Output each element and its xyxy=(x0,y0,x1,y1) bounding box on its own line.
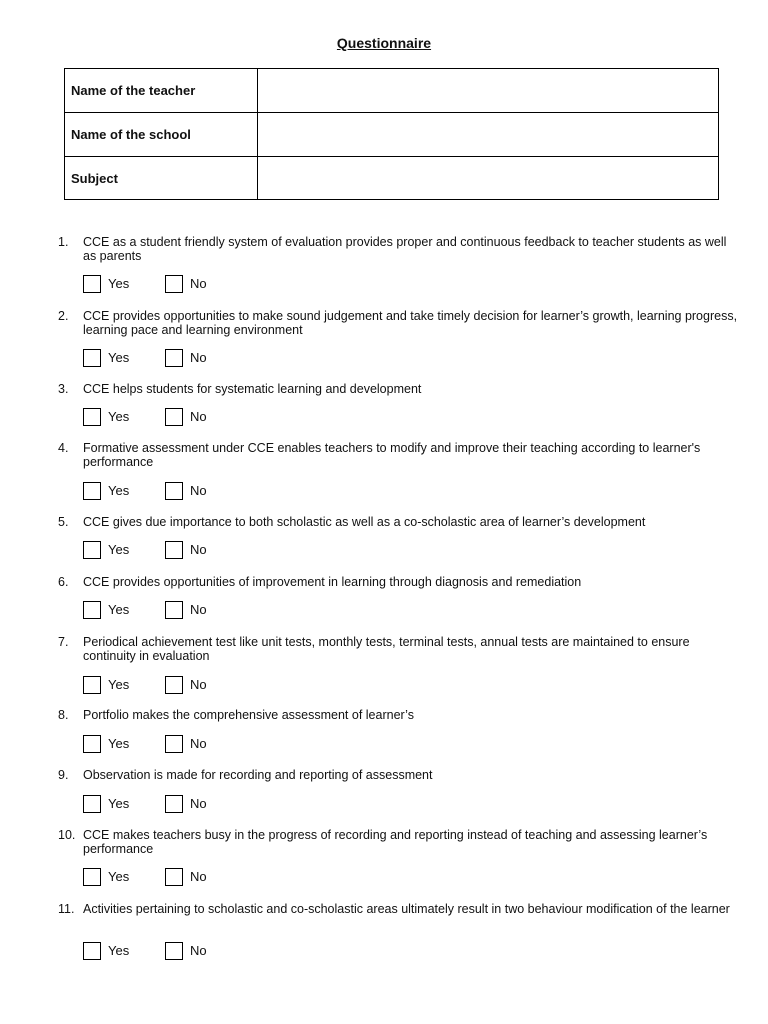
yes-checkbox-q11[interactable] xyxy=(83,942,101,960)
yes-label: Yes xyxy=(108,276,130,291)
teacher-name-label: Name of the teacher xyxy=(65,69,258,113)
question-item xyxy=(58,575,738,589)
yes-label: Yes xyxy=(108,409,130,424)
no-checkbox-q3[interactable] xyxy=(165,408,183,426)
question-item xyxy=(58,515,738,529)
no-label: No xyxy=(190,350,207,365)
question-text: Periodical achievement test like unit tests, monthly tests, terminal tests, annual tests are maintained to ensure continuity in evaluation xyxy=(83,635,690,663)
no-checkbox-q11[interactable] xyxy=(165,942,183,960)
question-text: CCE gives due importance to both scholastic as well as a co-scholastic area of learner’s development xyxy=(83,515,646,529)
question-text: Formative assessment under CCE enables teachers to modify and improve their teaching according to learner's performance xyxy=(83,441,701,469)
question-text: CCE provides opportunities of improvement in learning through diagnosis and remediation xyxy=(83,575,582,589)
no-checkbox-q10[interactable] xyxy=(165,868,183,886)
question-item xyxy=(58,382,738,396)
question-number: 6. xyxy=(58,575,69,589)
yes-label: Yes xyxy=(108,943,130,958)
question-number: 2. xyxy=(58,309,69,323)
yes-label: Yes xyxy=(108,796,130,811)
question-text: Activities pertaining to scholastic and co-scholastic areas ultimately result in two behaviour modification of the learner xyxy=(83,902,730,916)
info-row-school xyxy=(65,113,719,157)
yes-label: Yes xyxy=(108,602,130,617)
teacher-info-table xyxy=(64,68,719,200)
yes-checkbox-q5[interactable] xyxy=(83,541,101,559)
question-number: 3. xyxy=(58,382,69,396)
question-text: Observation is made for recording and reporting of assessment xyxy=(83,768,433,782)
question-text: CCE provides opportunities to make sound judgement and take timely decision for learner’s growth, learning progress, learning pace and learning environment xyxy=(83,309,738,337)
question-item xyxy=(58,635,738,663)
no-label: No xyxy=(190,483,207,498)
yes-label: Yes xyxy=(108,542,130,557)
subject-label: Subject xyxy=(65,157,258,200)
no-checkbox-q2[interactable] xyxy=(165,349,183,367)
question-number: 1. xyxy=(58,235,69,249)
question-text: Portfolio makes the comprehensive assessment of learner’s xyxy=(83,708,414,722)
yes-checkbox-q10[interactable] xyxy=(83,868,101,886)
yes-checkbox-q9[interactable] xyxy=(83,795,101,813)
subject-field[interactable] xyxy=(258,157,719,200)
question-number: 11. xyxy=(58,902,75,916)
yes-label: Yes xyxy=(108,869,130,884)
no-label: No xyxy=(190,409,207,424)
yes-checkbox-q7[interactable] xyxy=(83,676,101,694)
page-title: Questionnaire xyxy=(336,35,432,51)
yes-checkbox-q6[interactable] xyxy=(83,601,101,619)
question-number: 5. xyxy=(58,515,69,529)
question-text: CCE helps students for systematic learning and development xyxy=(83,382,422,396)
no-checkbox-q9[interactable] xyxy=(165,795,183,813)
school-name-label: Name of the school xyxy=(65,113,258,157)
yes-checkbox-q4[interactable] xyxy=(83,482,101,500)
no-checkbox-q8[interactable] xyxy=(165,735,183,753)
no-checkbox-q6[interactable] xyxy=(165,601,183,619)
question-number: 10. xyxy=(58,828,76,842)
no-checkbox-q1[interactable] xyxy=(165,275,183,293)
question-item xyxy=(58,708,738,722)
question-number: 8. xyxy=(58,708,69,722)
question-item xyxy=(58,768,738,782)
no-label: No xyxy=(190,869,207,884)
yes-checkbox-q2[interactable] xyxy=(83,349,101,367)
question-text: CCE as a student friendly system of evaluation provides proper and continuous feedback to teacher students as well as parents xyxy=(83,235,727,263)
no-checkbox-q7[interactable] xyxy=(165,676,183,694)
no-checkbox-q4[interactable] xyxy=(165,482,183,500)
no-label: No xyxy=(190,602,207,617)
yes-checkbox-q1[interactable] xyxy=(83,275,101,293)
yes-checkbox-q3[interactable] xyxy=(83,408,101,426)
question-item xyxy=(58,235,738,263)
no-label: No xyxy=(190,542,207,557)
no-checkbox-q5[interactable] xyxy=(165,541,183,559)
teacher-name-field[interactable] xyxy=(258,69,719,113)
question-number: 4. xyxy=(58,441,69,455)
question-item xyxy=(58,828,738,856)
no-label: No xyxy=(190,796,207,811)
school-name-field[interactable] xyxy=(258,113,719,157)
question-number: 7. xyxy=(58,635,69,649)
question-number: 9. xyxy=(58,768,69,782)
yes-label: Yes xyxy=(108,483,130,498)
question-item xyxy=(58,309,738,337)
question-item xyxy=(58,441,738,469)
info-row-subject xyxy=(65,157,719,200)
no-label: No xyxy=(190,736,207,751)
yes-label: Yes xyxy=(108,350,130,365)
question-item xyxy=(58,902,738,916)
yes-label: Yes xyxy=(108,736,130,751)
question-text: CCE makes teachers busy in the progress of recording and reporting instead of teaching and assessing learner’s performance xyxy=(83,828,708,856)
no-label: No xyxy=(190,276,207,291)
yes-label: Yes xyxy=(108,677,130,692)
no-label: No xyxy=(190,943,207,958)
info-row-teacher xyxy=(65,69,719,113)
no-label: No xyxy=(190,677,207,692)
yes-checkbox-q8[interactable] xyxy=(83,735,101,753)
